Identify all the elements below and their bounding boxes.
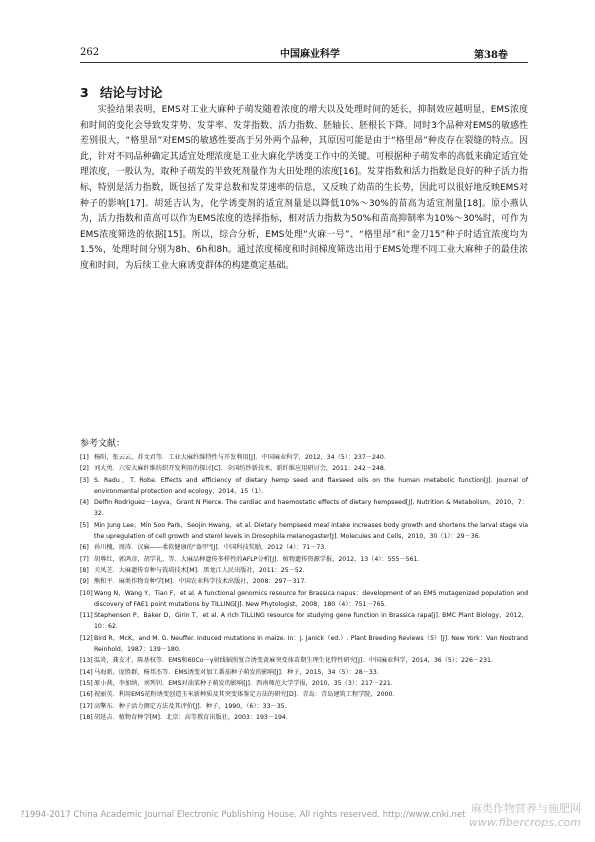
page-footer [0, 802, 595, 829]
reference-item [80, 689, 528, 700]
reference-number: [11] [80, 612, 93, 620]
watermark-text: 麻类作物营养与施肥网 [471, 802, 581, 815]
reference-text: Delfin Rodriguez－Leyva，Grant N Pierce. The cardiac and haemostatic effects of dietary hempseed[J]. Nutrition & Metabolism，2010，7：32． [94, 499, 528, 518]
reference-text: 温炎，龚友才，陈基权等．EMS和60Co－γ射线辐照复合诱变黄麻突变体苗期生理生化特性研究[J]．中国麻业科学，2014，36（5）：226－231． [94, 657, 498, 665]
reference-number: [6] [80, 544, 89, 552]
reference-item [80, 565, 528, 576]
volume-label: 第38卷 [474, 50, 508, 61]
reference-text: 关凤芝．大麻遗传育种与栽培技术[M]．黑龙江人民出版社，2011：25－52． [94, 566, 309, 574]
section-heading [80, 83, 163, 101]
reference-number: [16] [80, 691, 93, 699]
reference-text: S. Radu，T. Roba. Effects and efficiency of dietary hemp seed and flaxseed oils on the human metabolic function[J]. Journal of environmental protection and ecology，2014，15（1）． [94, 476, 528, 495]
journal-title: 中国麻业科学 [280, 49, 340, 60]
reference-item [80, 576, 528, 587]
reference-text: Stephenson P，Baker D，Girin T，et al. A rich TILLING resource for studying gene function in Brassica rapa[J]. BMC Plant Biology，2012，10：62． [94, 612, 528, 631]
reference-number: [8] [80, 566, 89, 574]
reference-item [80, 588, 528, 611]
reference-item [80, 475, 528, 498]
reference-text: Bird R，McK，and M. G. Neuffer. Induced mutations in maize. In：J. Janick（ed.）. Plant Breeding Reviews（5）[J]. New York：Van Nostrand Reinhold，1987：139－180． [94, 634, 528, 654]
reference-number: [10] [80, 589, 93, 597]
reference-number: [13] [80, 657, 93, 665]
reference-item [80, 667, 528, 678]
references-heading: 参考文献： [80, 439, 126, 449]
watermark [469, 800, 581, 829]
reference-text: Min Jung Lee，Min Soo Park，Seojin Hwang，et al. Dietary hempseed meal intake increases body growth and shortens the larval stage via the upregulation of cell growth and sterol levels in Drosophila melanogaster[J]. Molecules and Cells，2010，30（1）：29－36． [94, 521, 528, 541]
reference-number: [17] [80, 702, 93, 710]
reference-item [80, 712, 528, 723]
section-title: 结论与讨论 [100, 85, 163, 100]
reference-item [80, 633, 528, 656]
reference-item [80, 554, 528, 565]
reference-text: 孙川槐，周涛．汉麻——柔软健康的"盔甲"[J]．中国科技奖励，2012（4）：71－73． [94, 544, 331, 552]
watermark-url: www.fibercrops.com [468, 816, 581, 829]
reference-number: [18] [80, 713, 93, 721]
reference-number: [9] [80, 578, 89, 586]
reference-list [80, 452, 528, 723]
reference-item [80, 542, 528, 553]
reference-number: [4] [80, 499, 89, 507]
conclusion-paragraph: 实验结果表明，EMS对工业大麻种子萌发随着浓度的增大以及处理时间的延长，抑制效应越明显，EMS浓度和时间的变化会导致发芽势、发芽率、发芽指数、活力指数、胚轴长、胚根长下降。同时3个品种对EMS的敏感性差别很大，“格里昂”对EMS的敏感性要高于另外两个品种，其原因可能是由于“格里昂”种皮存在裂缝的特点。因此，针对不同品种确定其适宜处理浓度是工业大麻化学诱变工作中的关键。可根据种子萌发率的高低来确定适宜处理浓度，一般认为，取种子萌发的半致死剂量作为大田处理的浓度[16]。发芽指数和活力指数是良好的种子活力指标，特别是活力指数，既包括了发芽总数和发芽速率的信息，又反映了幼苗的生长势，因此可以很好地反映EMS对种子的影响[17]。胡延吉认为，化学诱变剂的适宜剂量是以降低10%～30%的苗高为适宜剂量[18]。原小燕认为，活力指数和苗高可以作为EMS浓度的选择指标，相对活力指数为50%和苗高抑制率为10%～30%时，可作为EMS浓度筛选的依据[15]。所以，综合分析，EMS处理“火麻一号”、“格里昂”和“金刀15”种子时适宜浓度均为1.5%，处理时间分别为8h、6h和8h。通过浓度梯度和时间梯度筛选出用于EMS处理不同工业大麻种子的最佳浓度和时间，为后续工业大麻诱变群体的构建奠定基础。 [80, 105, 528, 271]
reference-number: [15] [80, 679, 93, 687]
reference-text: Wang N，Wang Y，Tian F，et al. A functional genomics resource for Brassica napus：development of an EMS mutagenized population and discovery of FAE1 point mutations by TILLING[J]. New Phytologist，2008，180（4）：751－765． [94, 589, 528, 608]
reference-item [80, 497, 528, 520]
reference-text: 马海新，庞胜群，杨邦杰等．EMS诱变对加工番茄种子萌发的影响[J]．种子，2015，34（5）：28－33． [94, 668, 383, 676]
reference-number: [3] [80, 476, 89, 484]
reference-text: 杨阳，张云云，苏文君等．工业大麻纤维特性与开发利用[J]．中国麻业科学，2012，34（5）：237－240． [94, 454, 391, 461]
page-number: 262 [80, 47, 100, 58]
reference-item [80, 701, 528, 712]
reference-number: [12] [80, 634, 93, 642]
section-number: 3 [80, 85, 89, 100]
reference-text: 胡尊红，郭鸿彦，胡学礼，等．大麻品种遗传多样性的AFLP分析[J]．植物遗传资源学报，2012，13（4）：555－561． [94, 555, 424, 563]
reference-item [80, 520, 528, 543]
reference-text: 祝丽英．利用EMS花粉诱变创造玉米新种质及其突变体鉴定方法的研究[D]．青岛：青岛建筑工程学院，2000． [94, 691, 399, 699]
reference-item [80, 610, 528, 633]
reference-item [80, 452, 528, 463]
copyright-notice: ?1994-2017 China Academic Journal Electronic Publishing House. All rights reserved. http://www.cnki.net [20, 810, 466, 820]
reference-number: [2] [80, 465, 89, 473]
reference-number: [5] [80, 521, 89, 529]
reference-text: 高擎东．种子活力测定方法及其评价[J]．种子，1990，（6）：33－35． [94, 702, 291, 710]
reference-text: 熊和平．麻类作物育种学[M]．中国农业科学技术出版社，2008：297－317． [94, 578, 311, 586]
reference-item [80, 463, 528, 474]
reference-text: 原小燕，李加纳，刘列钊．EMS对油菜种子萌发的影响[J]．西南师范大学学报，2010，35（3）：217－221． [94, 679, 398, 687]
reference-text: 胡延吉．植物育种学[M]．北京：高等教育出版社，2003：193－194． [94, 713, 293, 721]
reference-text: 刘大勇．六安大麻纤维纺织开发利用的探讨[C]．全国纺纱新技术、新纤维应用研讨会，2011：242－248． [94, 465, 391, 473]
reference-item [80, 655, 528, 666]
header-divider [80, 62, 528, 63]
reference-item [80, 678, 528, 689]
reference-number: [7] [80, 555, 89, 563]
reference-number: [1] [80, 454, 89, 461]
reference-number: [14] [80, 668, 93, 676]
